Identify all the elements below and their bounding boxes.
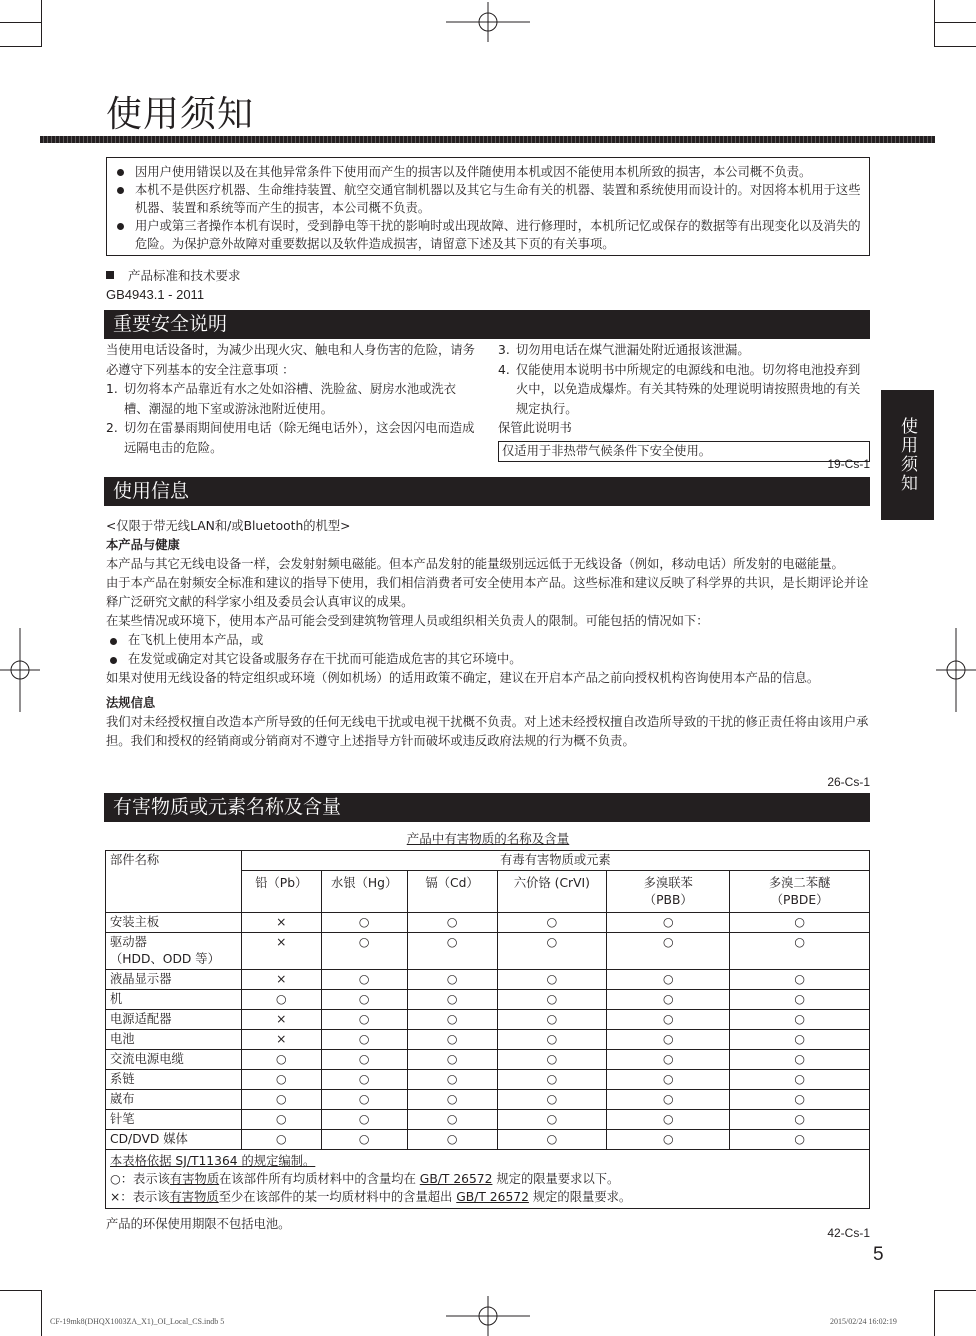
table-row xyxy=(106,913,870,933)
substance-mark-cell: ○ xyxy=(730,1130,870,1150)
substance-mark-cell: ○ xyxy=(497,1070,607,1090)
list-item: 在发觉或确定对其它设备或服务存在干扰而可能造成危害的其它环境中。 xyxy=(106,650,870,669)
section-heading-usage: 使用信息 xyxy=(104,477,870,506)
substance-mark-cell: ○ xyxy=(607,1130,730,1150)
table-row xyxy=(106,1130,870,1150)
substance-mark-cell: ○ xyxy=(607,970,730,990)
part-name-cell: 针笔 xyxy=(106,1110,242,1130)
substance-mark-cell: × xyxy=(241,913,321,933)
substance-mark-cell: ○ xyxy=(407,970,497,990)
substance-mark-cell: ○ xyxy=(407,913,497,933)
substance-mark-cell: ○ xyxy=(241,1090,321,1110)
table-note: 本表格依据 SJ/T11364 的规定编制。 xyxy=(110,1154,316,1168)
table-row xyxy=(106,1030,870,1050)
table-note: ×：表示该有害物质至少在该部件的某一均质材料中的含量超出 GB/T 26572 规定的限量要求。 xyxy=(110,1190,632,1204)
table-row xyxy=(106,1090,870,1110)
substance-mark-cell: ○ xyxy=(407,990,497,1010)
substance-mark-cell: ○ xyxy=(730,1030,870,1050)
registration-mark xyxy=(446,1296,530,1336)
part-name-cell: 系链 xyxy=(106,1070,242,1090)
standards-heading: 产品标准和技术要求 xyxy=(106,266,241,284)
substance-mark-cell: ○ xyxy=(497,970,607,990)
crop-mark xyxy=(934,1290,976,1291)
substance-mark-cell: ○ xyxy=(241,1050,321,1070)
substance-mark-cell: × xyxy=(241,1010,321,1030)
column-header-substance: 多溴二苯醚 （PBDE） xyxy=(730,871,870,913)
safety-item: 4. 仅能使用本说明书中所规定的电源线和电池。切勿将电池投弃到火中，以免造成爆炸。有关其特殊的处理说明请按照贵地的有关规定执行。 xyxy=(498,362,861,416)
safety-item: 3. 切勿用电话在煤气泄漏处附近通报该泄漏。 xyxy=(498,343,750,357)
legal-heading: 法规信息 xyxy=(106,696,156,710)
substance-mark-cell: ○ xyxy=(730,1050,870,1070)
column-header-part: 部件名称 xyxy=(106,851,242,913)
substance-mark-cell: ○ xyxy=(607,1030,730,1050)
substance-mark-cell: ○ xyxy=(497,933,607,970)
substance-mark-cell: ○ xyxy=(607,1050,730,1070)
column-header-substance: 铅（Pb） xyxy=(241,871,321,913)
substance-mark-cell: ○ xyxy=(607,990,730,1010)
substance-mark-cell: ○ xyxy=(241,990,321,1010)
column-header-substance: 镉（Cd） xyxy=(407,871,497,913)
substance-mark-cell: ○ xyxy=(321,1050,407,1070)
crop-mark xyxy=(0,22,42,23)
notice-box xyxy=(106,157,870,256)
substance-mark-cell: ○ xyxy=(321,1030,407,1050)
substance-mark-cell: ○ xyxy=(607,1090,730,1110)
substance-mark-cell: ○ xyxy=(730,970,870,990)
part-name-cell: 电源适配器 xyxy=(106,1010,242,1030)
page-number: 5 xyxy=(873,1244,884,1265)
safety-item: 2. 切勿在雷暴雨期间使用电话（除无绳电话外），这会因闪电而造成远隔电击的危险。 xyxy=(106,421,475,455)
crop-mark xyxy=(41,0,42,46)
notice-item: 用户或第三者操作本机有误时，受到静电等干扰的影响时或出现故障、进行修理时，本机所记忆或保存的数据等有出现变化以及消失的危险。为保护意外故障对重要数据以及软件造成损害，请留意下述及其下页的有关事项。 xyxy=(113,217,863,253)
part-name-cell: 崴布 xyxy=(106,1090,242,1110)
substance-mark-cell: ○ xyxy=(497,1010,607,1030)
table-row xyxy=(106,970,870,990)
safety-intro: 当使用电话设备时，为减少出现火灾、触电和人身伤害的危险，请务必遵守下列基本的安全注意事项 ： xyxy=(106,343,475,377)
substance-mark-cell: ○ xyxy=(497,1090,607,1110)
substance-mark-cell: ○ xyxy=(730,990,870,1010)
substance-mark-cell: ○ xyxy=(607,933,730,970)
substance-mark-cell: ○ xyxy=(730,1070,870,1090)
crop-mark xyxy=(0,1290,42,1291)
substance-mark-cell: ○ xyxy=(321,990,407,1010)
reference-code: 26-Cs-1 xyxy=(827,775,870,789)
page-title: 使用须知 xyxy=(106,94,255,135)
substance-mark-cell: ○ xyxy=(407,1050,497,1070)
keep-manual-text: 保管此说明书 xyxy=(498,421,572,435)
section-heading-hazardous: 有害物质或元素名称及含量 xyxy=(104,793,870,822)
substance-mark-cell: × xyxy=(241,970,321,990)
substance-mark-cell: ○ xyxy=(730,1090,870,1110)
crop-mark xyxy=(934,0,935,46)
substance-mark-cell: ○ xyxy=(241,1070,321,1090)
part-name-cell: 液晶显示器 xyxy=(106,970,242,990)
substance-mark-cell: ○ xyxy=(321,1090,407,1110)
usage-content xyxy=(106,517,870,751)
part-name-cell: CD/DVD 媒体 xyxy=(106,1130,242,1150)
substance-mark-cell: ○ xyxy=(321,1010,407,1030)
notice-item: 本机不是供医疗机器、生命维持装置、航空交通官制机器以及其它与生命有关的机器、装置和系统使用而设计的。对因将本机用于这些机器、装置和系统等而产生的损害，本公司概不负责。 xyxy=(113,181,863,217)
column-header-substance: 水银（Hg） xyxy=(321,871,407,913)
notice-item: 因用户使用错误以及在其他异常条件下使用而产生的损害以及伴随使用本机或因不能使用本机所致的损害，本公司概不负责。 xyxy=(113,163,863,181)
table-notes xyxy=(106,1150,870,1209)
safety-left-column xyxy=(106,341,476,458)
substance-mark-cell: ○ xyxy=(497,1130,607,1150)
part-name-cell: 安装主板 xyxy=(106,913,242,933)
substance-mark-cell: ○ xyxy=(607,1110,730,1130)
column-header-substance: 六价铬 (CrVI) xyxy=(497,871,607,913)
substance-mark-cell: ○ xyxy=(730,913,870,933)
substance-mark-cell: ○ xyxy=(497,990,607,1010)
substance-mark-cell: ○ xyxy=(407,1130,497,1150)
crop-mark xyxy=(934,1290,935,1336)
safety-right-column xyxy=(498,341,870,462)
paragraph: 由于本产品在射频安全标准和建议的指导下使用，我们相信消费者可安全使用本产品。这些标准和建议反映了科学界的共识，是长期评论并诠释广泛研究文献的科学家小组及委员会认真审议的成果。 xyxy=(106,576,869,609)
substance-mark-cell: ○ xyxy=(407,1110,497,1130)
paragraph: 我们对未经授权擅自改造本产所导致的任何无线电干扰或电视干扰概不负责。对上述未经授权擅自改造所导致的干扰的修正责任将由该用户承担。我们和授权的经销商或分销商对不遵守上述指导方针而破坏或违反政府法规的行为概不负责。 xyxy=(106,715,869,748)
registration-mark xyxy=(446,2,530,42)
table-note: ○：表示该有害物质在该部件所有均质材料中的含量均在 GB/T 26572 规定的限量要求以下。 xyxy=(110,1172,620,1186)
column-header-substance: 多溴联苯 （PBB） xyxy=(607,871,730,913)
title-rule xyxy=(40,136,935,143)
substance-mark-cell: ○ xyxy=(321,970,407,990)
substance-mark-cell: ○ xyxy=(607,913,730,933)
health-heading: 本产品与健康 xyxy=(106,538,180,552)
reference-code: 19-Cs-1 xyxy=(827,457,870,471)
side-tab: 使用须知 xyxy=(881,390,934,520)
footer-note: 产品的环保使用期限不包括电池。 xyxy=(106,1217,291,1231)
list-item: 在飞机上使用本产品，或 xyxy=(106,631,870,650)
substance-mark-cell: ○ xyxy=(497,1050,607,1070)
table-row xyxy=(106,1110,870,1130)
substance-mark-cell: ○ xyxy=(407,1010,497,1030)
hazardous-substance-table xyxy=(105,850,870,1209)
substance-mark-cell: × xyxy=(241,1030,321,1050)
square-bullet-icon xyxy=(106,271,114,279)
substance-mark-cell: ○ xyxy=(407,1070,497,1090)
substance-mark-cell: ○ xyxy=(321,913,407,933)
substance-mark-cell: ○ xyxy=(321,1110,407,1130)
column-header-group: 有毒有害物质或元素 xyxy=(241,851,869,871)
reference-code: 42-Cs-1 xyxy=(827,1226,870,1240)
table-row xyxy=(106,1070,870,1090)
substance-mark-cell: ○ xyxy=(321,1070,407,1090)
paragraph: 如果对使用无线设备的特定组织或环境（例如机场）的适用政策不确定，建议在开启本产品之前向授权机构咨询使用本产品的信息。 xyxy=(106,671,820,685)
crop-mark xyxy=(934,22,976,23)
table-row xyxy=(106,990,870,1010)
substance-mark-cell: ○ xyxy=(407,933,497,970)
safety-item: 1. 切勿将本产品靠近有水之处如浴槽、洗脸盆、厨房水池或洗衣槽、潮湿的地下室或游泳池附近使用。 xyxy=(106,382,457,416)
part-name-cell: 机 xyxy=(106,990,242,1010)
part-name-cell: 电池 xyxy=(106,1030,242,1050)
crop-mark xyxy=(934,46,976,47)
substance-mark-cell: ○ xyxy=(241,1130,321,1150)
section-heading-safety: 重要安全说明 xyxy=(104,310,870,339)
substance-mark-cell: ○ xyxy=(321,933,407,970)
part-name-cell: 交流电源电缆 xyxy=(106,1050,242,1070)
standards-code: GB4943.1 - 2011 xyxy=(106,287,205,302)
print-slug-timestamp: 2015/02/24 16:02:19 xyxy=(830,1317,897,1326)
print-slug-file: CF-19mk8(DHQX1003ZA_X1)_OI_Local_CS.indb 5 xyxy=(50,1317,225,1326)
registration-mark xyxy=(936,628,976,712)
paragraph: 本产品与其它无线电设备一样，会发射射频电磁能。但本产品发射的能量级别远远低于无线设备（例如，移动电话）所发射的电磁能量。 xyxy=(106,557,844,571)
substance-mark-cell: ○ xyxy=(241,1110,321,1130)
substance-mark-cell: ○ xyxy=(321,1130,407,1150)
substance-mark-cell: ○ xyxy=(497,1110,607,1130)
substance-mark-cell: ○ xyxy=(407,1030,497,1050)
substance-mark-cell: ○ xyxy=(730,1010,870,1030)
substance-mark-cell: ○ xyxy=(607,1010,730,1030)
table-caption: 产品中有害物质的名称及含量 xyxy=(406,831,570,846)
crop-mark xyxy=(41,1290,42,1336)
table-row xyxy=(106,1050,870,1070)
substance-mark-cell: ○ xyxy=(607,1070,730,1090)
crop-mark xyxy=(0,46,42,47)
table-row xyxy=(106,933,870,970)
climate-notice: 仅适用于非热带气候条件下安全使用。 xyxy=(498,441,870,462)
substance-mark-cell: ○ xyxy=(497,913,607,933)
part-name-cell: 驱动器 （HDD、ODD 等） xyxy=(106,933,242,970)
paragraph: 在某些情况或环境下，使用本产品可能会受到建筑物管理人员或组织相关负责人的限制。可能包括的情况如下： xyxy=(106,614,709,628)
registration-mark xyxy=(0,628,40,712)
table-row xyxy=(106,1010,870,1030)
substance-mark-cell: ○ xyxy=(407,1090,497,1110)
substance-mark-cell: × xyxy=(241,933,321,970)
substance-mark-cell: ○ xyxy=(730,1110,870,1130)
substance-mark-cell: ○ xyxy=(497,1030,607,1050)
substance-mark-cell: ○ xyxy=(730,933,870,970)
scope-text: <仅限于带无线LAN和/或Bluetooth的机型> xyxy=(106,519,351,533)
